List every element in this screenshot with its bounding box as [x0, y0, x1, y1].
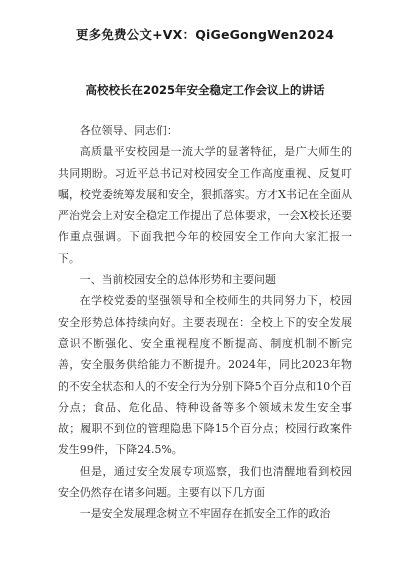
body-paragraph: 在学校党委的坚强领导和全校师生的共同努力下，校园安全形势总体持续向好。主要表现在：全校上下的安全发展意识不断强化、安全重视程度不断提高、制度机制不断完善，安全服务供给能力不断提升。2024年，同比2023年物的不安全状态和人的不安全行为分别下降5个百分点和10个百分点；食品、危化品、特种设备等多个领域未发生安全事故；履职不到位的管理隐患下降15个百分点；校园行政案件发生99件，下降24.5%。: [58, 294, 352, 457]
greeting-paragraph: 各位领导、同志们：: [79, 124, 178, 137]
body-paragraph: 高质量平安校园是一流大学的显著特征，是广大师生的共同期盼。习近平总书记对校园安全工作高度重视、反复叮嘱，校党委统筹发展和安全，狠抓落实。方才X书记在全面从严治党会上对安全稳定工作提出了总体要求，一会X校长还要作重点强调。下面我把今年的校园安全工作向大家汇报一下。: [58, 145, 352, 265]
promo-note: 更多免费公文+VX：QiGeGongWen2024: [75, 27, 335, 42]
document-body: [58, 120, 352, 525]
document-title: 高校校长在2025年安全稳定工作会议上的讲话: [85, 83, 325, 97]
body-paragraph: 但是，通过安全发展专项巡察，我们也清醒地看到校园安全仍然存在诸多问题。主要有以下几方面: [58, 464, 352, 500]
body-paragraph: 一是安全发展理念树立不牢固存在抓安全工作的政治: [79, 507, 331, 521]
section-heading: 一、当前校园安全的总体形势和主要问题: [79, 273, 276, 287]
